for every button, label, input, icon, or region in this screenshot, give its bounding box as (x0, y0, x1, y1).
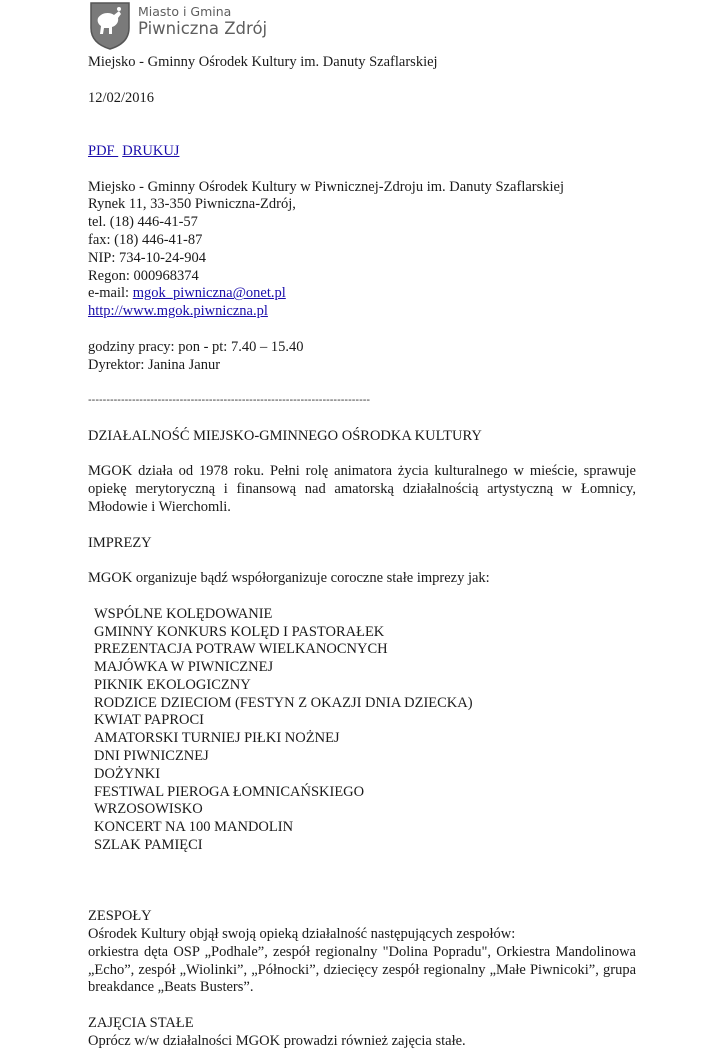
address-tel: tel. (18) 446-41-57 (88, 214, 198, 231)
events-list (88, 606, 636, 855)
email-prefix: e-mail: (88, 285, 133, 302)
events-intro: MGOK organizuje bądź współorganizuje coroczne stałe imprezy jak: (88, 570, 490, 587)
address-name: Miejsko - Gminny Ośrodek Kultury w Piwnicznej-Zdroju im. Danuty Szaflarskiej (88, 178, 565, 195)
event-item: RODZICE DZIECIOM (FESTYN Z OKAZJI DNIA DZIECKA) (94, 694, 473, 711)
address-www-line (88, 303, 636, 321)
email-link[interactable]: mgok_piwniczna@onet.pl (132, 285, 286, 302)
print-link[interactable]: DRUKUJ (122, 142, 180, 159)
document-title: Miejsko - Gminny Ośrodek Kultury im. Danuty Szaflarskiej (88, 54, 438, 70)
brand-text (138, 4, 267, 39)
event-item: WSPÓLNE KOLĘDOWANIE (94, 605, 273, 622)
address-street: Rynek 11, 33-350 Piwniczna-Zdrój, (88, 196, 296, 213)
director: Dyrektor: Janina Janur (88, 356, 221, 373)
event-item: AMATORSKI TURNIEJ PIŁKI NOŻNEJ (94, 730, 340, 747)
address-fax: fax: (18) 446-41-87 (88, 231, 203, 248)
intro-paragraph: MGOK działa od 1978 roku. Pełni rolę animatora życia kulturalnego w mieście, sprawuje opiekę merytoryczną i finansową nad amatorską działalnością artystyczną w Łomnicy, Młodowie i Wierchomli. (88, 463, 636, 515)
document-date: 12/02/2016 (88, 89, 155, 106)
address-regon: Regon: 000968374 (88, 267, 199, 284)
groups-intro: Ośrodek Kultury objął swoją opieką działalność następujących zespołów: (88, 926, 516, 943)
event-item: PREZENTACJA POTRAW WIELKANOCNYCH (94, 641, 388, 658)
events-heading: IMPREZY (88, 534, 152, 551)
event-item: WRZOSOWISKO (94, 801, 203, 818)
article-content (88, 54, 636, 1051)
groups-heading: ZESPOŁY (88, 908, 152, 925)
event-item: KONCERT NA 100 MANDOLIN (94, 819, 294, 836)
event-item: FESTIWAL PIEROGA ŁOMNICAŃSKIEGO (94, 783, 365, 800)
site-header (88, 0, 267, 52)
action-links (88, 143, 636, 161)
event-item: KWIAT PAPROCI (94, 712, 204, 729)
event-item: MAJÓWKA W PIWNICZNEJ (94, 659, 274, 676)
brand-line-2: Piwniczna Zdrój (138, 19, 268, 38)
event-item: DNI PIWNICZNEJ (94, 748, 209, 765)
website-link[interactable]: http://www.mgok.piwniczna.pl (88, 303, 268, 320)
groups-text: orkiestra dęta OSP „Podhale”, zespół regionalny "Dolina Popradu", Orkiestra Mandolinowa „Echo”, zespół „Wiolinki”, „Północki”, dziecięcy zespół regionalny „Małe Piwnicoki”, grupa breakdance „Beats Busters”. (88, 943, 636, 996)
address-email-line (88, 285, 636, 303)
event-item: PIKNIK EKOLOGICZNY (94, 676, 251, 693)
event-item: GMINNY KONKURS KOLĘD I PASTORAŁEK (94, 623, 385, 640)
event-item: DOŻYNKI (94, 765, 161, 782)
pdf-link[interactable]: PDF (88, 142, 119, 159)
classes-intro: Oprócz w/w działalności MGOK prowadzi również zajęcia stałe. (88, 1032, 466, 1049)
address-nip: NIP: 734-10-24-904 (88, 249, 207, 266)
brand-line-1: Miasto i Gmina (138, 4, 232, 19)
classes-heading: ZAJĘCIA STAŁE (88, 1015, 194, 1032)
section-heading: DZIAŁALNOŚĆ MIEJSKO-GMINNEGO OŚRODKA KULTURY (88, 427, 482, 444)
working-hours: godziny pracy: pon - pt: 7.40 – 15.40 (88, 338, 304, 355)
event-item: SZLAK PAMIĘCI (94, 837, 203, 854)
coat-of-arms-logo[interactable] (88, 0, 132, 50)
separator-line: ----------------------------------------------------------------------------- (88, 394, 371, 407)
